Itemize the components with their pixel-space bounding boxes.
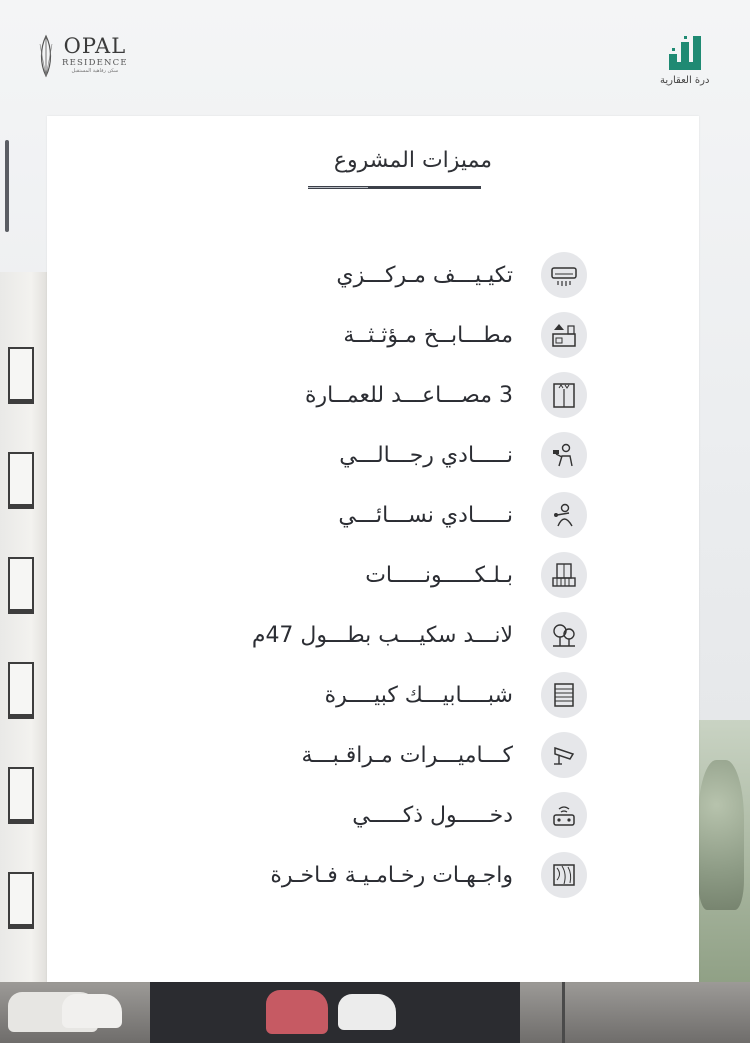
window-blinds-icon xyxy=(541,672,587,718)
section-header xyxy=(47,148,699,173)
balcony-icon xyxy=(541,552,587,598)
mens-gym-icon xyxy=(541,432,587,478)
feature-item xyxy=(207,251,587,299)
brand-subtitle: RESIDENCE xyxy=(62,58,128,68)
landscape-trees-icon xyxy=(541,612,587,658)
developer-logo xyxy=(660,32,709,86)
section-title: مميزات المشروع xyxy=(333,148,493,173)
feature-item xyxy=(207,431,587,479)
feature-label: لانـــد سكيـــب بطـــول 47م xyxy=(251,622,513,648)
building-window xyxy=(8,347,34,404)
brand-tagline: سكن رفاهية المستقبل xyxy=(71,68,119,74)
building-window xyxy=(8,767,34,824)
feature-label: مطـــابــخ مـؤثـثــة xyxy=(343,322,513,348)
title-underline xyxy=(308,186,481,189)
feature-item xyxy=(207,611,587,659)
womens-gym-icon xyxy=(541,492,587,538)
features-card xyxy=(47,116,699,982)
scroll-indicator xyxy=(5,140,9,232)
car xyxy=(338,994,396,1030)
ground-floor-shops xyxy=(150,982,520,1043)
feature-item xyxy=(207,671,587,719)
developer-name: درة العقارية xyxy=(660,75,710,86)
security-camera-icon xyxy=(541,732,587,778)
building-window xyxy=(8,452,34,509)
opal-residence-logo xyxy=(36,34,128,78)
feature-label: 3 مصـــاعـــد للعمــارة xyxy=(305,382,513,408)
feature-label: شبــــابيـــك كبيــــرة xyxy=(324,682,513,708)
feature-label: تكيـيـــف مـركـــزي xyxy=(336,262,513,288)
building-window xyxy=(8,662,34,719)
building-window xyxy=(8,557,34,614)
kitchen-icon xyxy=(541,312,587,358)
leaf-icon xyxy=(36,34,56,78)
building-window xyxy=(8,872,34,929)
feature-item xyxy=(207,371,587,419)
feature-item xyxy=(207,311,587,359)
feature-label: بـلـكـــــونـــــات xyxy=(365,562,513,588)
smart-entry-icon xyxy=(541,792,587,838)
tree xyxy=(698,760,744,910)
car xyxy=(266,990,328,1034)
feature-item xyxy=(207,851,587,899)
car xyxy=(62,994,122,1028)
feature-item xyxy=(207,731,587,779)
feature-item xyxy=(207,791,587,839)
brand-title: OPAL xyxy=(63,34,127,58)
feature-label: دخـــــول ذكـــــي xyxy=(352,802,513,828)
feature-item xyxy=(207,551,587,599)
feature-label: كـــاميـــرات مـراقـبـــة xyxy=(301,742,513,768)
air-conditioner-icon xyxy=(541,252,587,298)
left-building xyxy=(0,272,52,992)
elevator-icon xyxy=(541,372,587,418)
durra-logo-icon xyxy=(667,32,703,72)
feature-label: واجـهـات رخـامـيـة فـاخـرة xyxy=(270,862,513,888)
feature-item xyxy=(207,491,587,539)
feature-label: نـــــادي رجـــالـــي xyxy=(339,442,513,468)
marble-facade-icon xyxy=(541,852,587,898)
feature-label: نـــــادي نســـائـــي xyxy=(338,502,513,528)
